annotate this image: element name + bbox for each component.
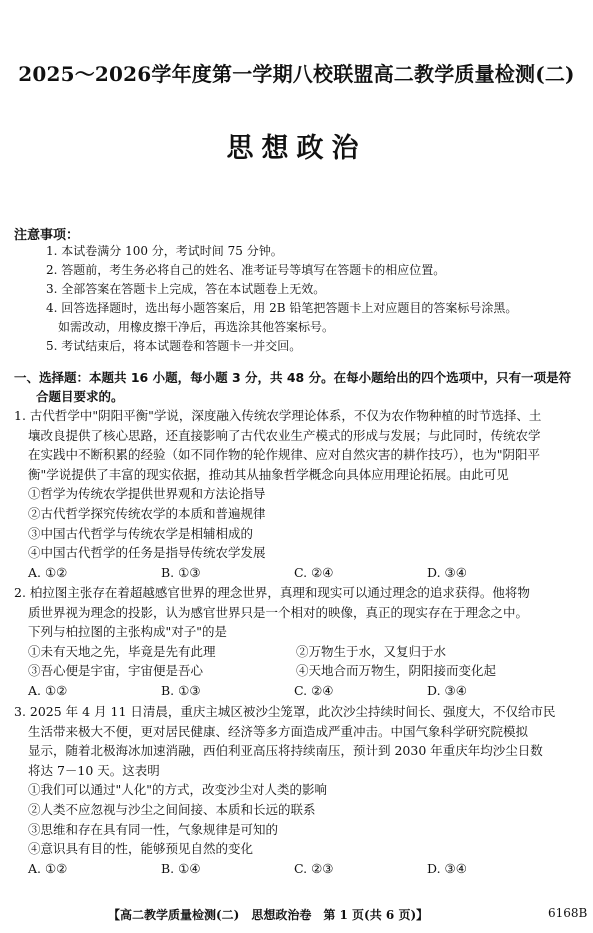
notice-list xyxy=(46,242,586,356)
notice-item: 4. 回答选择题时，选出每小题答案后，用 2B 铅笔把答题卡上对应题目的答案标号涂黑。 xyxy=(46,301,518,315)
paper-code: 6168B xyxy=(548,906,588,920)
answer-choice-c: C. ②④ xyxy=(294,564,334,580)
question-stem-line: 生活带来极大不便，更对居民健康、经济等多方面造成严重冲击。中国气象科学研究院模拟 xyxy=(28,723,529,739)
answer-choice-d: D. ③④ xyxy=(427,564,467,580)
question-stem-line: 下列与柏拉图的主张构成"对子"的是 xyxy=(28,624,227,640)
statement-option: ②万物生于水，又复归于水 xyxy=(296,643,447,659)
section-heading xyxy=(14,368,584,406)
answer-choice-d: D. ③④ xyxy=(427,682,467,698)
answer-choice-a: A. ①② xyxy=(28,860,68,876)
answer-choice-a: A. ①② xyxy=(28,564,68,580)
question-stem-line: 质世界视为理念的投影，认为感官世界只是一个相对的映像，真正的现实存在于理念之中。 xyxy=(28,604,529,620)
page-footer: 【高二教学质量检测(二) 思想政治卷 第 1 页(共 6 页)】 xyxy=(108,908,429,922)
section-heading-line: 合题目要求的。 xyxy=(36,389,124,404)
statement-option: ③思维和存在具有同一性，气象规律是可知的 xyxy=(28,821,279,837)
question-stem-line: 1. 古代哲学中"阴阳平衡"学说，深度融入传统农学理论体系，不仅为农作物种植的时节选择、土 xyxy=(14,408,542,423)
statement-option: ②古代哲学探究传统农学的本质和普遍规律 xyxy=(28,505,266,521)
question-stem-line: 壤改良提供了核心思路，还直接影响了古代农业生产模式的形成与发展；与此同时，传统农学 xyxy=(28,427,541,443)
statement-option: ③吾心便是宇宙，宇宙便是吾心 xyxy=(28,663,204,679)
statement-option: ①我们可以通过"人化"的方式，改变沙尘对人类的影响 xyxy=(28,782,328,798)
question-1 xyxy=(14,406,584,582)
notice-item: 如需改动，用橡皮擦干净后，再选涂其他答案标号。 xyxy=(58,320,335,334)
question-3 xyxy=(14,702,584,878)
question-stem-line: 3. 2025 年 4 月 11 日清晨，重庆主城区被沙尘笼罩，此次沙尘持续时间长、强度大，不仅给市民 xyxy=(14,704,556,719)
answer-choices xyxy=(14,563,584,583)
answer-choices xyxy=(14,681,584,701)
statement-option: ④天地合而万物生，阴阳接而变化起 xyxy=(296,663,497,679)
section-heading-line: 一、选择题：本题共 16 小题，每小题 3 分，共 48 分。在每小题给出的四个选项中，只有一项是符 xyxy=(14,370,572,385)
answer-choice-a: A. ①② xyxy=(28,682,68,698)
statement-option: ④意识具有目的性，能够预见自然的变化 xyxy=(28,841,254,857)
answer-choice-c: C. ②③ xyxy=(294,860,334,876)
question-2 xyxy=(14,583,584,701)
question-stem-line: 显示，随着北极海冰加速消融，西伯利亚高压将持续南压，预计到 2030 年重庆年均沙尘日数 xyxy=(28,743,543,759)
statement-option: ④中国古代哲学的任务是指导传统农学发展 xyxy=(28,545,266,561)
answer-choice-b: B. ①③ xyxy=(161,564,201,580)
question-stem-line: 2. 柏拉图主张存在着超越感官世界的理念世界，真理和现实可以通过理念的追求获得。他将物 xyxy=(14,585,530,600)
question-stem-line: 将达 7－10 天。这表明 xyxy=(28,762,160,778)
subject-title: 思想政治 xyxy=(226,133,367,164)
statement-option: ①未有天地之先，毕竟是先有此理 xyxy=(28,643,216,659)
statement-pair-row xyxy=(14,661,584,681)
statement-pair-row xyxy=(14,642,584,662)
answer-choice-b: B. ①③ xyxy=(161,682,201,698)
question-stem-line: 在实践中不断积累的经验（如不同作物的轮作规律、应对自然灾害的耕作技巧），也为"阴阳平 xyxy=(28,447,541,463)
notice-heading: 注意事项： xyxy=(14,228,80,243)
answer-choice-c: C. ②④ xyxy=(294,682,334,698)
answer-choice-d: D. ③④ xyxy=(427,860,467,876)
notice-item: 3. 全部答案在答题卡上完成，答在本试题卷上无效。 xyxy=(46,282,326,296)
statement-option: ③中国古代哲学与传统农学是相辅相成的 xyxy=(28,525,254,541)
notice-item: 5. 考试结束后，将本试题卷和答题卡一并交回。 xyxy=(46,339,302,353)
question-stem-line: 衡"学说提供了丰富的现实依据，推动其从抽象哲学概念向具体应用理论拓展。由此可见 xyxy=(28,466,509,482)
answer-choice-b: B. ①④ xyxy=(161,860,201,876)
notice-item: 1. 本试卷满分 100 分，考试时间 75 分钟。 xyxy=(46,244,283,258)
notice-item: 2. 答题前，考生务必将自己的姓名、准考证号等填写在答题卡的相应位置。 xyxy=(46,263,446,277)
statement-option: ①哲学为传统农学提供世界观和方法论指导 xyxy=(28,486,266,502)
answer-choices xyxy=(14,859,584,879)
exam-title: 2025～2026学年度第一学期八校联盟高二教学质量检测(二) xyxy=(18,62,575,86)
statement-option: ②人类不应忽视与沙尘之间间接、本质和长远的联系 xyxy=(28,801,316,817)
